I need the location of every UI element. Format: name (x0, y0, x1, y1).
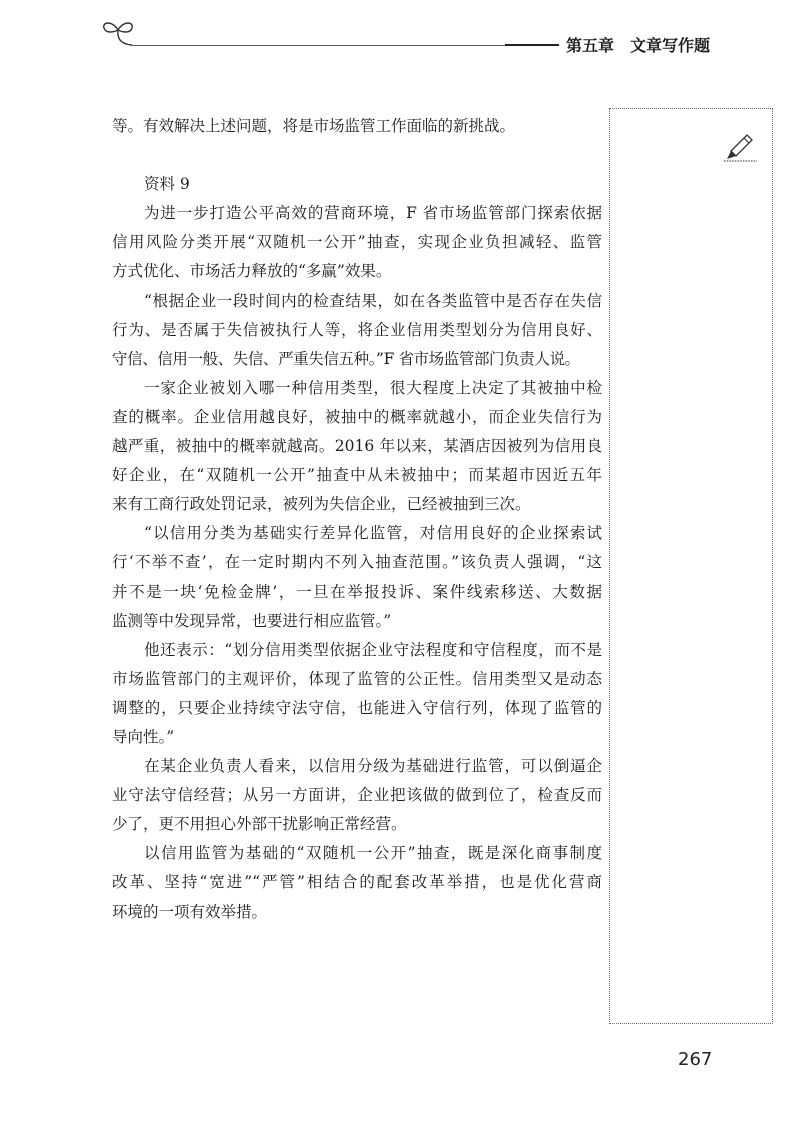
text-line: 少了，更不用担心外部干扰影响正常经营。 (112, 815, 407, 834)
text-line: 好企业，在“双随机一公开”抽查中从未被抽中；而某超市因近五年 (112, 466, 602, 485)
text-line: 守信、信用一般、失信、严重失信五种。”F 省市场监管部门负责人说。 (112, 349, 580, 368)
text-line: 调整的，只要企业持续守法守信，也能进入守信行列，体现了监管的 (112, 698, 602, 717)
text-line: 等。有效解决上述问题，将是市场监管工作面临的新挑战。 (112, 117, 516, 135)
text-line: 并不是一块‘免检金牌’，一旦在举报投诉、案件线索移送、大数据 (112, 582, 602, 601)
chapter-heading (566, 36, 710, 56)
chapter-number: 第五章 (566, 36, 615, 55)
text-line: 方式优化、市场活力释放的“多赢”效果。 (112, 262, 392, 281)
header-rule-accent (505, 44, 559, 46)
text-line: 来有工商行政处罚记录，被列为失信企业，已经被抽到三次。 (112, 495, 531, 514)
text-line: 越严重，被抽中的概率就越高。2016 年以来，某酒店因被列为信用良 (112, 437, 602, 456)
paragraph (112, 374, 602, 519)
text-line: 一家企业被划入哪一种信用类型，很大程度上决定了其被抽中检 (144, 378, 602, 397)
text-line: 业守法守信经营；从另一方面讲，企业把该做的做到位了，检查反而 (112, 786, 602, 805)
material-label: 资料 9 (144, 175, 190, 194)
paragraph (112, 199, 602, 286)
text-line: 改革、坚持“宽进”“严管”相结合的配套改革举措，也是优化营商 (112, 873, 602, 892)
pencil-icon (720, 130, 760, 164)
text-line: “以信用分类为基础实行差异化监管，对信用良好的企业探索试 (144, 524, 602, 543)
text-line: 以信用监管为基础的“双随机一公开”抽查，既是深化商事制度 (144, 844, 602, 863)
text-line: 行‘不举不查’，在一定时期内不列入抽查范围。”该负责人强调，“这 (112, 553, 602, 572)
text-line: 市场监管部门的主观评价，体现了监管的公正性。信用类型又是动态 (112, 669, 602, 688)
text-line: 监测等中发现异常，也要进行相应监管。” (112, 611, 392, 630)
paragraph-gap (112, 141, 602, 170)
paragraph (112, 636, 602, 752)
paragraph (112, 839, 602, 926)
page-number: 267 (678, 1049, 713, 1070)
header-rule (132, 45, 506, 46)
sprout-icon (98, 16, 138, 48)
text-line: “根据企业一段时间内的检查结果，如在各类监管中是否存在失信 (144, 291, 602, 310)
text-line: 在某企业负责人看来，以信用分级为基础进行监管，可以倒逼企 (144, 757, 602, 776)
text-line: 查的概率。企业信用越良好，被抽中的概率就越小，而企业失信行为 (112, 407, 602, 426)
text-line: 导向性。” (112, 727, 175, 746)
text-line: 他还表示：“划分信用类型依据企业守法程度和守信程度，而不是 (144, 640, 602, 659)
margin-notes-box (609, 108, 773, 1024)
chapter-title: 文章写作题 (630, 36, 711, 55)
text-line: 信用风险分类开展“双随机一公开”抽查，实现企业负担减轻、监管 (112, 233, 602, 252)
body-text (112, 112, 602, 927)
text-line: 环境的一项有效举措。 (112, 902, 268, 921)
paragraph (112, 752, 602, 839)
text-line: 为进一步打造公平高效的营商环境，F 省市场监管部门探索依据 (144, 204, 602, 223)
paragraph (112, 519, 602, 635)
text-line: 行为、是否属于失信被执行人等，将企业信用类型划分为信用良好、 (112, 320, 602, 339)
paragraph (112, 287, 602, 374)
